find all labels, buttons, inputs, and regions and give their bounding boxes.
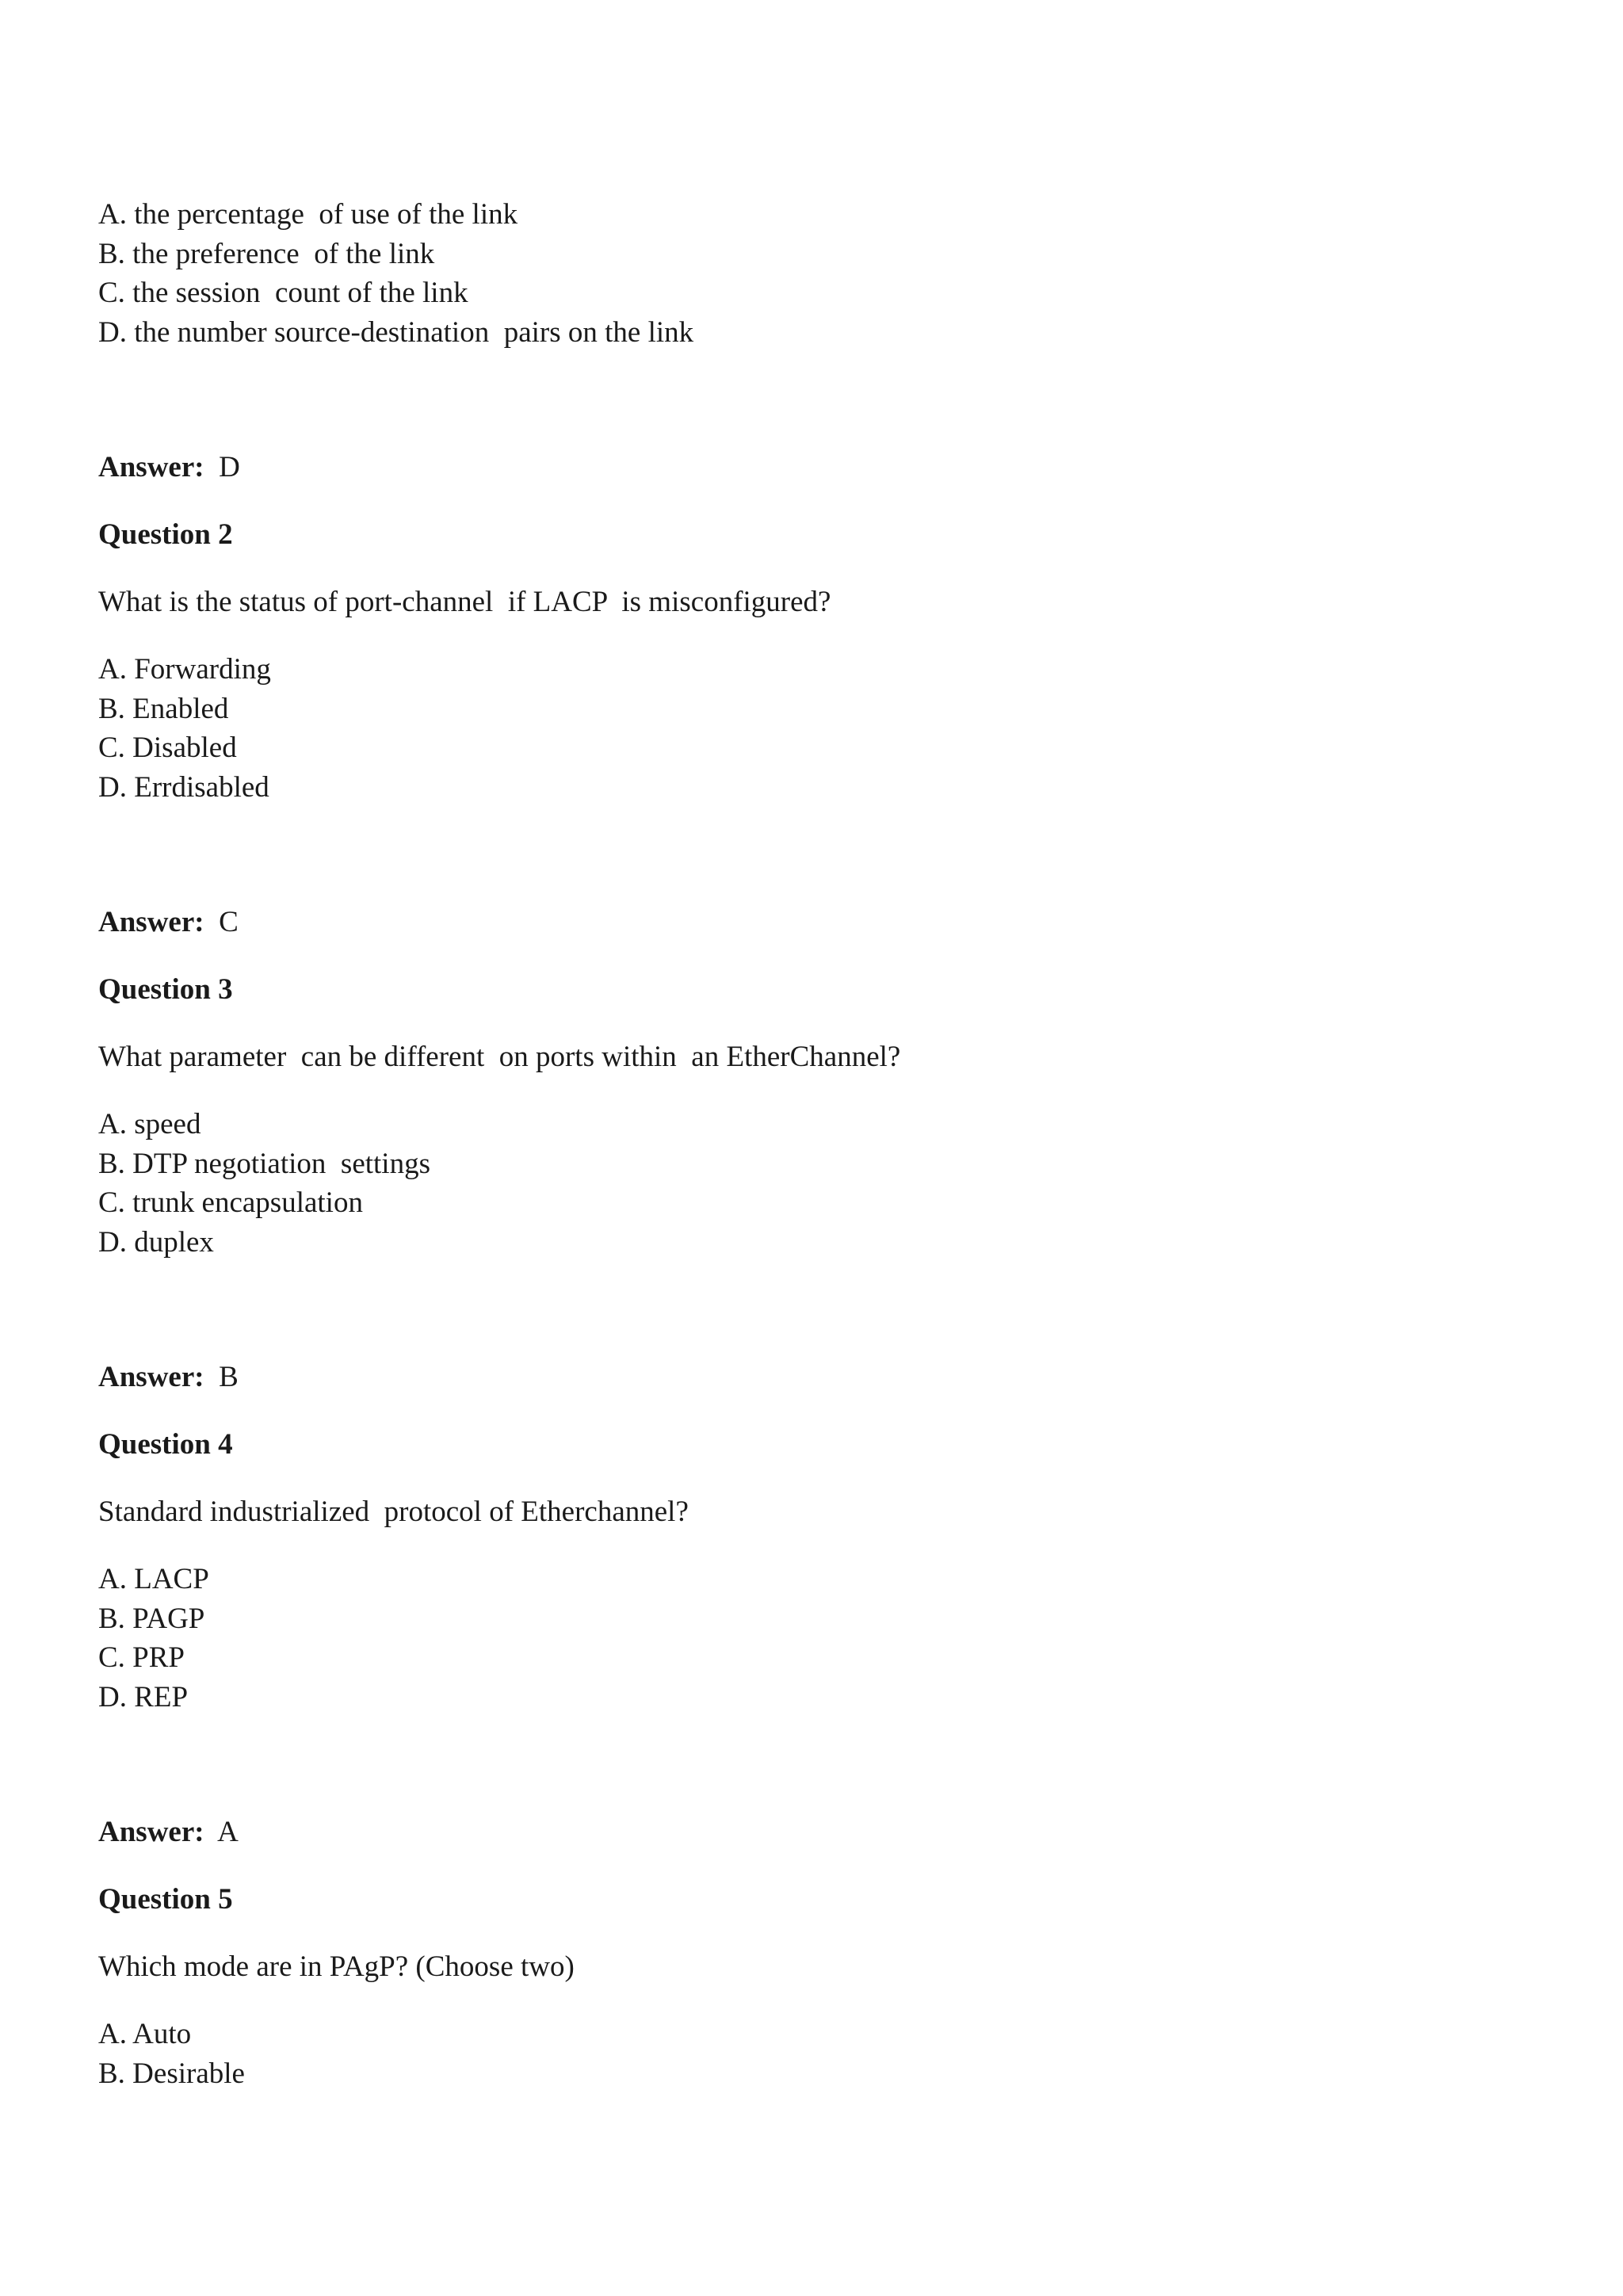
answer-value: A	[217, 1816, 239, 1848]
q4-option-a: A. LACP	[98, 1563, 209, 1595]
q1-option-d: D. the number source-destination pairs on the link	[98, 315, 694, 349]
q4-option-d: D. REP	[98, 1680, 189, 1713]
answer-label: Answer:	[98, 1816, 204, 1848]
q1-option-c: C. the session count of the link	[98, 277, 468, 309]
page-content	[98, 195, 1525, 2093]
q5-options	[98, 2015, 1525, 2093]
q4-answer	[98, 1813, 1525, 1851]
q2-options	[98, 650, 1525, 807]
q4-options	[98, 1560, 1525, 1717]
q5-option-a: A. Auto	[98, 2018, 192, 2050]
q5-option-b: B. Desirable	[98, 2057, 245, 2090]
q3-answer	[98, 1358, 1525, 1396]
q4-option-b: B. PAGP	[98, 1602, 205, 1635]
q2-option-c: C. Disabled	[98, 732, 237, 764]
q5-text: Which mode are in PAgP? (Choose two)	[98, 1950, 575, 1983]
q3-option-d: D. duplex	[98, 1225, 214, 1259]
q3-option-b: B. DTP negotiation settings	[98, 1147, 430, 1180]
answer-value: C	[219, 906, 239, 938]
q5-title: Question 5	[98, 1883, 233, 1916]
q3-options	[98, 1105, 1525, 1262]
answer-value: B	[219, 1361, 239, 1393]
q2-text: What is the status of port-channel if LACP is misconfigured?	[98, 586, 831, 618]
q2-title: Question 2	[98, 518, 233, 551]
q3-title: Question 3	[98, 973, 233, 1006]
q1-option-b: B. the preference of the link	[98, 237, 435, 270]
q4-option-c: C. PRP	[98, 1641, 185, 1674]
q2-answer	[98, 903, 1525, 942]
q4-text: Standard industrialized protocol of Etherchannel?	[98, 1496, 689, 1528]
q3-option-c: C. trunk encapsulation	[98, 1186, 363, 1219]
q4-title: Question 4	[98, 1428, 233, 1461]
q2-option-d: D. Errdisabled	[98, 770, 269, 804]
answer-label: Answer:	[98, 1361, 204, 1393]
q2-option-b: B. Enabled	[98, 692, 229, 725]
answer-value: D	[219, 451, 240, 483]
q3-option-a: A. speed	[98, 1108, 201, 1140]
q1-options	[98, 195, 1525, 352]
q3-text: What parameter can be different on ports within an EtherChannel?	[98, 1041, 901, 1073]
q1-answer	[98, 448, 1525, 487]
q2-option-a: A. Forwarding	[98, 653, 271, 686]
answer-label: Answer:	[98, 906, 204, 938]
answer-label: Answer:	[98, 451, 204, 483]
q1-option-a: A. the percentage of use of the link	[98, 198, 518, 231]
